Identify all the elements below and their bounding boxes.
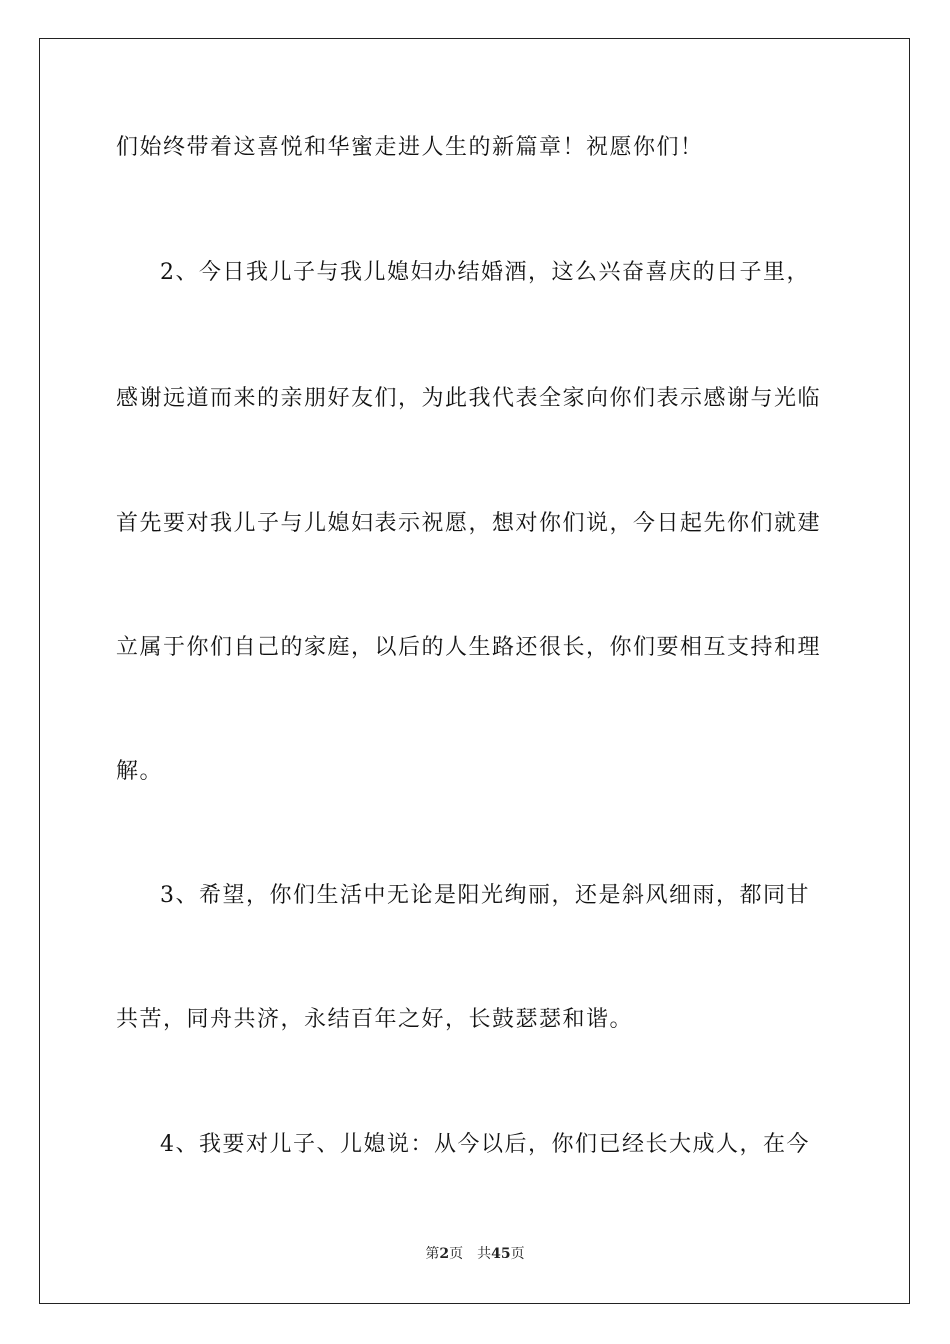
text-line-3: 感谢远道而来的亲朋好友们，为此我代表全家向你们表示感谢与光临 — [116, 386, 822, 411]
total-prefix: 共 — [477, 1246, 492, 1262]
page-frame — [39, 38, 910, 1304]
total-suffix: 页 — [510, 1246, 525, 1262]
page-footer — [0, 1245, 950, 1263]
total-pages: 45 — [491, 1246, 511, 1262]
text-line-8: 共苦，同舟共济，永结百年之好，长鼓瑟瑟和谐。 — [116, 1007, 634, 1032]
text-line-1: 们始终带着这喜悦和华蜜走进人生的新篇章！祝愿你们！ — [116, 135, 704, 160]
text-line-4: 首先要对我儿子与儿媳妇表示祝愿，想对你们说，今日起先你们就建 — [116, 511, 822, 536]
text-line-2: 2、今日我儿子与我儿媳妇办结婚酒，这么兴奋喜庆的日子里， — [160, 260, 810, 285]
text-line-7: 3、希望，你们生活中无论是阳光绚丽，还是斜风细雨，都同甘 — [160, 883, 810, 908]
page-prefix: 第 — [425, 1246, 440, 1262]
text-line-6: 解。 — [116, 759, 164, 784]
text-line-5: 立属于你们自己的家庭，以后的人生路还很长，你们要相互支持和理 — [116, 635, 822, 660]
page-number: 2 — [439, 1246, 450, 1262]
page-suffix: 页 — [449, 1246, 464, 1262]
text-line-9: 4、我要对儿子、儿媳说：从今以后，你们已经长大成人，在今 — [160, 1132, 810, 1157]
